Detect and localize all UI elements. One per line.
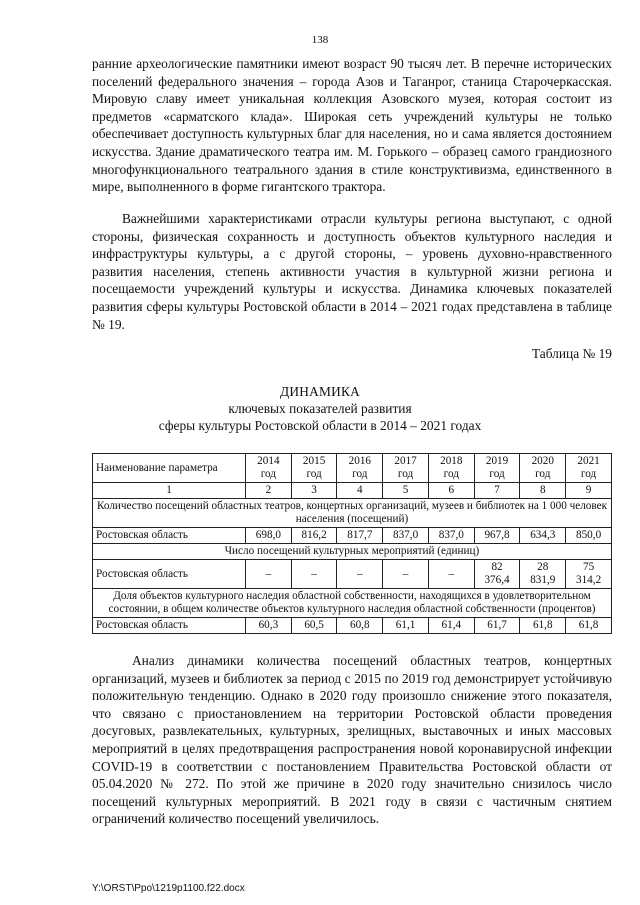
table-header-row	[93, 454, 612, 483]
table-cell: 698,0	[246, 528, 292, 544]
table-cell: 82 376,4	[474, 560, 520, 589]
column-number: 6	[428, 483, 474, 499]
table-cell: 61,8	[566, 618, 612, 634]
section-title: Число посещений культурных мероприятий (единиц)	[93, 544, 612, 560]
table-cell: 967,8	[474, 528, 520, 544]
table-row	[93, 560, 612, 589]
table-cell: 60,3	[246, 618, 292, 634]
table-cell: 837,0	[428, 528, 474, 544]
table-cell: 837,0	[383, 528, 429, 544]
section-title-row	[93, 544, 612, 560]
year-header: 2015 год	[291, 454, 337, 483]
table-title	[0, 383, 640, 434]
column-number: 3	[291, 483, 337, 499]
year-header: 2021 год	[566, 454, 612, 483]
table-cell: 61,7	[474, 618, 520, 634]
section-title: Количество посещений областных театров, концертных организаций, музеев и библиотек на 1 000 человек населения (посещений)	[93, 499, 612, 528]
column-number-row	[93, 483, 612, 499]
title-line-1: ДИНАМИКА	[280, 384, 360, 399]
paragraph-analysis: Анализ динамики количества посещений областных театров, концертных организаций, музеев и библиотек за период с 2015 по 2019 год демонстрирует устойчивую положительную тенденцию. Однако в 2020 году произошло снижение этого показателя, что связано с приостановлением на территории Ростовской области проведения досуговых, развлекательных, культурных, зрелищных, выставочных и иных массовых мероприятий в целях предотвращения распространения новой коронавирусной инфекции COVID-19 в соответствии с постановлением Правительства Ростовской области от 05.04.2020 № 272. По этой же причине в 2020 году значительно снизилось число посещений культурных мероприятий. В 2021 году в связи с частичным снятием ограничений количество посещений увеличилось.	[92, 653, 612, 827]
paragraph-characteristics: Важнейшими характеристиками отрасли культуры региона выступают, с одной стороны, физическая сохранность и доступность объектов культурного наследия и инфраструктуры культуры, а с другой стороны, – уровень духовно-нравственного развития населения, степень активности участия в культурной жизни региона и посещаемости учреждений культуры и искусства. Динамика ключевых показателей развития сферы культуры Ростовской области в 2014 – 2021 годах представлена в таблице № 19.	[92, 211, 612, 332]
table-caption: Таблица № 19	[531, 346, 612, 361]
table-cell: 850,0	[566, 528, 612, 544]
page-number: 138	[311, 34, 329, 46]
table-cell: 634,3	[520, 528, 566, 544]
row-label: Ростовская область	[93, 560, 246, 589]
column-number: 1	[93, 483, 246, 499]
year-header: 2017 год	[383, 454, 429, 483]
file-path-footer: Y:\ORST\Ppo\1219p1100.f22.docx	[92, 883, 245, 894]
column-number: 5	[383, 483, 429, 499]
table-cell: 61,4	[428, 618, 474, 634]
row-label: Ростовская область	[93, 618, 246, 634]
table-cell: 61,1	[383, 618, 429, 634]
table-cell: 60,5	[291, 618, 337, 634]
year-header: 2018 год	[428, 454, 474, 483]
table-cell: –	[337, 560, 383, 589]
year-header: 2019 год	[474, 454, 520, 483]
column-number: 4	[337, 483, 383, 499]
table-row	[93, 618, 612, 634]
column-number: 7	[474, 483, 520, 499]
year-header: 2016 год	[337, 454, 383, 483]
row-label: Ростовская область	[93, 528, 246, 544]
section-title-row	[93, 589, 612, 618]
indicators-table	[92, 453, 612, 634]
table-cell: 817,7	[337, 528, 383, 544]
table-cell: 75 314,2	[566, 560, 612, 589]
param-header: Наименование параметра	[93, 454, 246, 483]
column-number: 2	[246, 483, 292, 499]
title-line-2: ключевых показателей развития	[228, 401, 412, 416]
table-cell: –	[246, 560, 292, 589]
section-title-row	[93, 499, 612, 528]
table-cell: 61,8	[520, 618, 566, 634]
year-header: 2014 год	[246, 454, 292, 483]
table-cell: 816,2	[291, 528, 337, 544]
table-cell: 60,8	[337, 618, 383, 634]
paragraph-intro: ранние археологические памятники имеют возраст 90 тысяч лет. В перечне исторических поселений федерального значения – города Азов и Таганрог, станица Старочеркасская. Мировую славу имеет уникальная коллекция Азовского музея, которая состоит из предметов «сарматского клада». Широкая сеть учреждений культуры не только обеспечивает доступность культурных благ для населения, но и сама является достоянием искусства. Здание драматического театра им. М. Горького – образец самого грандиозного многофункционального театрального здания в стиле конструктивизма, единственного в мире, выполненного в форме гигантского трактора.	[92, 56, 612, 195]
table-cell: 28 831,9	[520, 560, 566, 589]
column-number: 8	[520, 483, 566, 499]
table-row	[93, 528, 612, 544]
title-line-3: сферы культуры Ростовской области в 2014 – 2021 годах	[158, 418, 482, 433]
column-number: 9	[566, 483, 612, 499]
year-header: 2020 год	[520, 454, 566, 483]
table-cell: –	[428, 560, 474, 589]
table-cell: –	[383, 560, 429, 589]
section-title: Доля объектов культурного наследия областной собственности, находящихся в удовлетворительном состоянии, в общем количестве объектов культурного наследия областной собственности (процентов)	[93, 589, 612, 618]
table-cell: –	[291, 560, 337, 589]
